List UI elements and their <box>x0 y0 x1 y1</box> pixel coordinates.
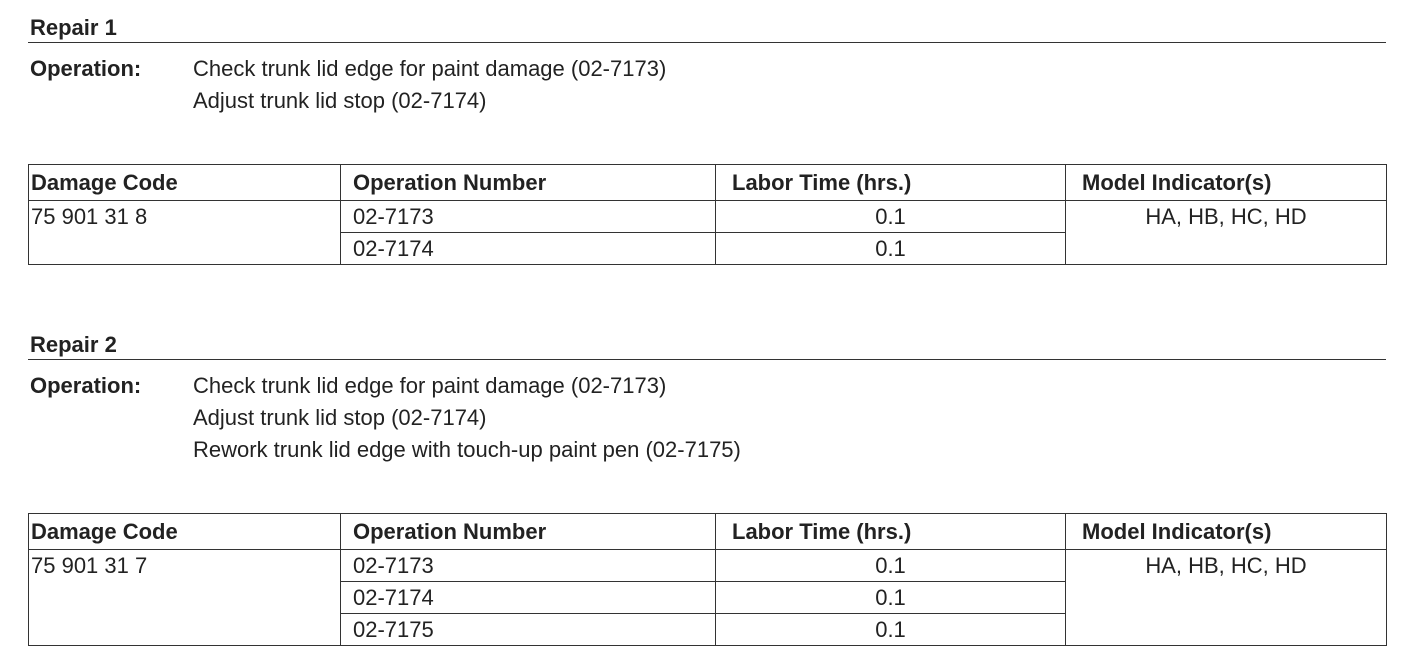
header-operation-number: Operation Number <box>341 165 716 201</box>
damage-code-cell: 75 901 31 7 <box>29 550 341 646</box>
operation-number-cell: 02-7173 <box>341 201 716 233</box>
operation-list <box>193 53 666 117</box>
header-damage-code: Damage Code <box>29 165 341 201</box>
header-damage-code: Damage Code <box>29 514 341 550</box>
operation-line: Adjust trunk lid stop (02-7174) <box>193 88 487 113</box>
labor-time-cell: 0.1 <box>716 582 1066 614</box>
repair-1-operation-block <box>28 53 1386 117</box>
table-row <box>29 201 1387 233</box>
labor-time-cell: 0.1 <box>716 614 1066 646</box>
repair-1-title: Repair 1 <box>28 14 1386 43</box>
header-model-indicators: Model Indicator(s) <box>1066 165 1387 201</box>
repair-1-section <box>28 14 1386 117</box>
operation-label: Operation: <box>30 373 142 398</box>
operation-line: Check trunk lid edge for paint damage (02-7173) <box>193 56 667 81</box>
labor-time-cell: 0.1 <box>716 201 1066 233</box>
operation-label: Operation: <box>30 56 142 81</box>
header-labor-time: Labor Time (hrs.) <box>716 165 1066 201</box>
labor-time-cell: 0.1 <box>716 233 1066 265</box>
header-operation-number: Operation Number <box>341 514 716 550</box>
repair-2-title: Repair 2 <box>28 331 1386 360</box>
operation-number-cell: 02-7174 <box>341 582 716 614</box>
operation-line: Adjust trunk lid stop (02-7174) <box>193 405 487 430</box>
operation-number-cell: 02-7175 <box>341 614 716 646</box>
repair-2-operation-block <box>28 370 1386 466</box>
labor-time-cell: 0.1 <box>716 550 1066 582</box>
repair-2-section <box>28 331 1386 466</box>
model-indicators-cell: HA, HB, HC, HD <box>1066 550 1387 646</box>
damage-code-cell: 75 901 31 8 <box>29 201 341 265</box>
table-row <box>29 550 1387 582</box>
operation-list <box>193 370 741 466</box>
table-header-row <box>29 165 1387 201</box>
operation-line: Check trunk lid edge for paint damage (02-7173) <box>193 373 667 398</box>
operation-number-cell: 02-7174 <box>341 233 716 265</box>
operation-number-cell: 02-7173 <box>341 550 716 582</box>
header-labor-time: Labor Time (hrs.) <box>716 514 1066 550</box>
repair-2-table <box>28 513 1387 646</box>
table-header-row <box>29 514 1387 550</box>
model-indicators-cell: HA, HB, HC, HD <box>1066 201 1387 265</box>
repair-1-table <box>28 164 1387 265</box>
operation-line: Rework trunk lid edge with touch-up paint pen (02-7175) <box>193 437 741 462</box>
header-model-indicators: Model Indicator(s) <box>1066 514 1387 550</box>
